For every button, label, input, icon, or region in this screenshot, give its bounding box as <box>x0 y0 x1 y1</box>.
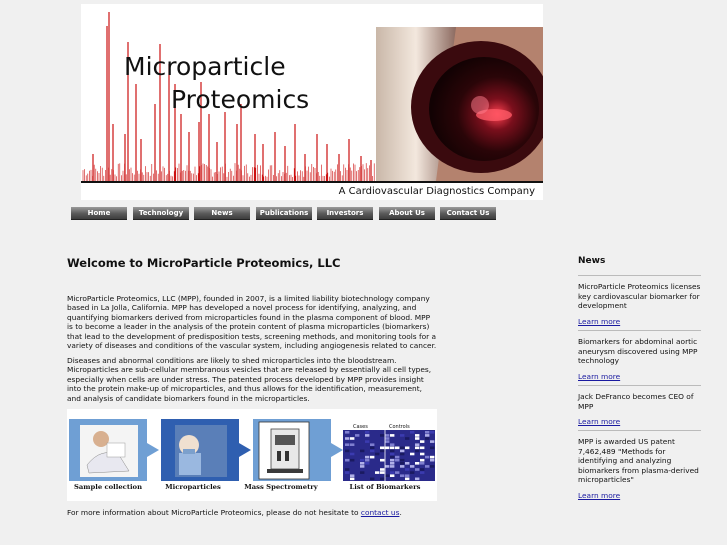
news-item <box>578 437 701 500</box>
news-divider <box>578 430 701 431</box>
news-item <box>578 337 701 381</box>
news-divider <box>578 275 701 276</box>
nav-about-us[interactable]: About Us <box>379 207 435 220</box>
brand-name-line1: Microparticle <box>124 52 286 81</box>
laser-photo <box>376 27 543 181</box>
biomarker-heatmap <box>343 430 435 481</box>
step-caption-microparticles: Microparticles <box>165 483 221 491</box>
news-item-text: Jack DeFranco becomes CEO of MPP <box>578 392 694 411</box>
nav-investors[interactable]: Investors <box>317 207 373 220</box>
step-caption-mass-spectrometry: Mass Spectrometry <box>244 483 318 491</box>
contact-sentence <box>67 508 402 517</box>
heatmap-label-controls: Controls <box>389 424 410 430</box>
intro-paragraph: MicroParticle Proteomics, LLC (MPP), founded in 2007, is a limited liability biotechnology company based in La Jolla, California. MPP has developed a novel process for identifying, analyzing, and quantifying biomarkers derived from microparticles found in the plasma component of blood. MPP is to become a leader in the analysis of the protein content of plasma microparticles (biomarkers) that lead to the development of predisposition tests, screening methods, and monitoring tools for a variety of diseases and conditions of the vascular system, including angiogenesis related to cancer. <box>67 294 437 351</box>
microparticles-paragraph: Diseases and abnormal conditions are likely to shed microparticles into the bloodstream. Microparticles are sub-cellular membranous vesicles that are released by essentially all cell types, especially when cells are under stress. The patented process developed by MPP provides insight into the protein make-up of microparticles, and thus allows for the identification, measurement, and analysis of candidate biomarkers found in the microparticles. <box>67 356 432 403</box>
contact-us-link[interactable]: contact us <box>360 508 400 517</box>
page-title: Welcome to MicroParticle Proteomics, LLC <box>67 256 341 270</box>
news-item <box>578 282 701 326</box>
heatmap-label-cases: Cases <box>353 424 368 430</box>
news-item-text: Biomarkers for abdominal aortic aneurysm discovered using MPP technology <box>578 337 698 366</box>
nav-technology[interactable]: Technology <box>133 207 189 220</box>
news-learn-more-link[interactable]: Learn more <box>578 371 621 381</box>
nav-news[interactable]: News <box>194 207 250 220</box>
site-banner <box>81 4 543 200</box>
process-diagram <box>67 409 437 501</box>
company-tagline: A Cardiovascular Diagnostics Company <box>338 186 535 197</box>
news-divider <box>578 385 701 386</box>
news-heading: News <box>578 256 606 266</box>
contact-sentence-suffix: . <box>399 508 402 517</box>
news-item <box>578 392 701 426</box>
news-learn-more-link[interactable]: Learn more <box>578 316 621 326</box>
nav-home[interactable]: Home <box>71 207 127 220</box>
news-item-text: MPP is awarded US patent 7,462,489 "Methods for identifying and analyzing biomarkers from plasma-derived microparticles" <box>578 437 699 485</box>
nav-contact-us[interactable]: Contact Us <box>440 207 496 220</box>
news-item-text: MicroParticle Proteomics licenses key cardiovascular biomarker for development <box>578 282 701 311</box>
contact-sentence-prefix: For more information about MicroParticle Proteomics, please do not hesitate to <box>67 508 361 517</box>
news-learn-more-link[interactable]: Learn more <box>578 417 621 427</box>
spectrum-baseline <box>81 181 543 183</box>
nav-publications[interactable]: Publications <box>256 207 312 220</box>
news-divider <box>578 330 701 331</box>
brand-name-line2: Proteomics <box>171 85 310 114</box>
news-learn-more-link[interactable]: Learn more <box>578 490 621 500</box>
step-caption-list-of-biomarkers: List of Biomarkers <box>349 483 421 491</box>
step-caption-sample-collection: Sample collection <box>73 483 143 491</box>
